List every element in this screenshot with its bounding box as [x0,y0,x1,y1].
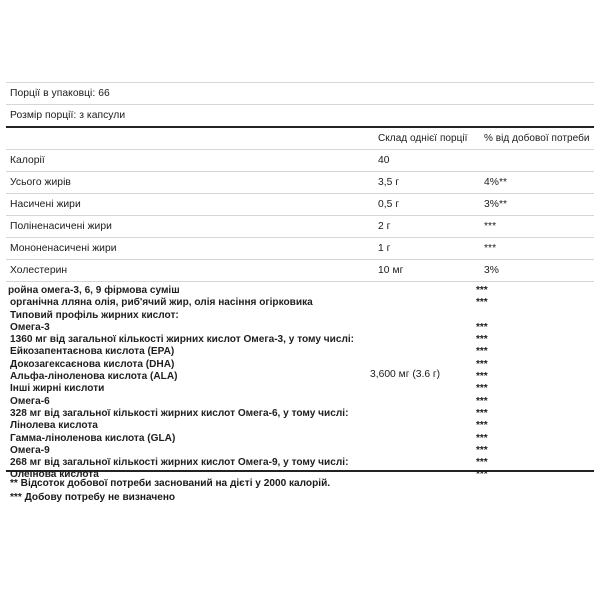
nutrient-amount: 0,5 г [378,199,400,210]
column-header-amount: Склад однієї порції [378,133,468,144]
serving-size: Розмір порції: з капсули [10,110,126,121]
blend-ingredient: 268 мг від загальної кількості жирних кислот Омега-9, у тому числі: [10,457,349,469]
blend-dv-list [476,285,488,482]
column-header-row [6,128,594,149]
blend-ingredient: Олеїнова кислота [10,469,99,481]
blend-ingredient: ройна омега-3, 6, 9 фірмова суміш [8,285,180,296]
nutrient-dv: 3% [484,265,499,276]
nutrient-amount: 2 г [378,221,391,232]
nutrient-name: Усього жирів [10,177,71,188]
nutrient-name: Мононенасичені жири [10,243,117,254]
nutrient-amount: 1 г [378,243,391,254]
blend-ingredient: Омега-3 [10,321,50,333]
footnote: ** Відсоток добової потреби заснований на дієті у 2000 калорій. [10,478,331,489]
blend-ingredient: Лінолева кислота [10,420,98,432]
blend-ingredient: Типовий профіль жирних кислот: [10,309,179,321]
blend-dv-mark: *** [476,444,488,456]
nutrient-name: Калорії [10,155,45,166]
blend-ingredient: Альфа-ліноленова кислота (ALA) [10,371,178,383]
blend-dv-mark: *** [476,297,488,309]
servings-per-container-row [6,83,594,104]
nutrient-amount: 40 [378,155,390,166]
nutrient-row [6,172,594,193]
blend-amount: 3,600 мг (3.6 г) [370,369,441,380]
supplement-facts-panel [6,82,594,504]
blend-dv-mark: *** [476,346,488,358]
column-header-dv: % від добової потреби [484,133,590,144]
blend-dv-mark [476,310,488,322]
servings-per-container: Порції в упаковці: 66 [10,88,110,99]
blend-ingredient: Інші жирні кислоти [10,383,105,395]
nutrient-name: Поліненасичені жири [10,221,112,232]
nutrient-table [6,150,594,282]
nutrient-row [6,260,594,281]
blend-dv-mark: *** [476,420,488,432]
blend-dv-mark: *** [476,432,488,444]
nutrient-name: Холестерин [10,265,68,276]
blend-dv-mark: *** [476,395,488,407]
footnote: *** Добову потребу не визначено [10,491,176,503]
blend-dv-mark: *** [476,321,488,333]
nutrient-dv: *** [484,243,497,254]
blend-ingredient: органічна лляна олія, риб'ячий жир, олія насіння огірковика [10,297,313,309]
blend-ingredient: Ейкозапентаєнова кислота (EPA) [10,346,175,358]
blend-ingredient: Омега-6 [10,395,50,407]
blend-dv-mark: *** [476,457,488,469]
blend-ingredient: Гамма-ліноленова кислота (GLA) [10,432,176,444]
serving-size-row [6,105,594,126]
blend-dv-mark: *** [476,469,488,481]
nutrient-name: Насичені жири [10,199,81,210]
blend-dv-mark: *** [476,334,488,346]
blend-ingredient: Докозагексаєнова кислота (DHA) [10,358,175,370]
nutrient-row [6,150,594,171]
blend-ingredient-list [10,285,354,482]
nutrient-row [6,194,594,215]
proprietary-blend [6,282,594,481]
blend-ingredient: 328 мг від загальної кількості жирних кислот Омега-6, у тому числі: [10,407,349,419]
nutrient-dv: *** [484,221,497,232]
nutrient-amount: 3,5 г [378,177,400,188]
blend-ingredient: Омега-9 [10,444,50,456]
nutrient-dv: 4%** [484,177,508,188]
nutrient-row [6,238,594,259]
blend-dv-mark: *** [476,407,488,419]
blend-dv-mark: *** [476,383,488,395]
blend-ingredient: 1360 мг від загальної кількості жирних кислот Омега-3, у тому числі: [10,334,355,346]
blend-dv-mark: *** [476,371,488,383]
nutrient-row [6,216,594,237]
blend-dv-mark: *** [476,285,488,296]
nutrient-dv: 3%** [484,199,508,210]
blend-dv-mark: *** [476,358,488,370]
nutrient-amount: 10 мг [378,265,404,276]
